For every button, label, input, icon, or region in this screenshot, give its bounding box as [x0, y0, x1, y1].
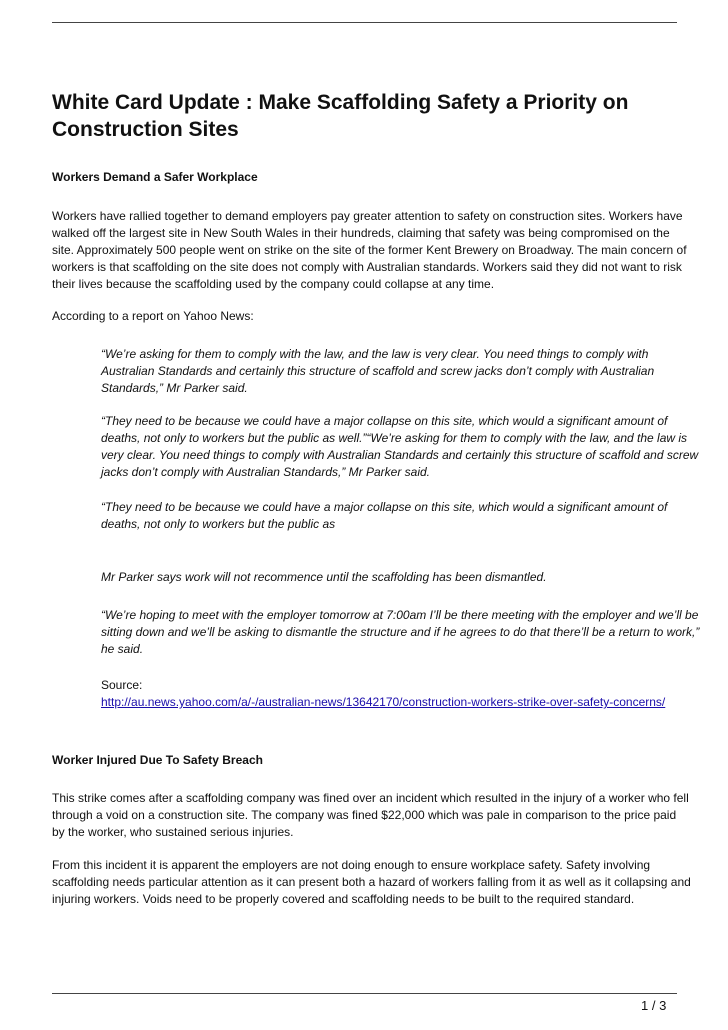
quote-major-collapse-partial: “They need to be because we could have a major collapse on this site, which would a significant amount of deaths, not only to workers but the public as — [101, 500, 668, 531]
quote-return-to-work: “We’re hoping to meet with the employer tomorrow at 7:00am I’ll be there meeting with the employer and we’ll be sitting down and we’ll be asking to dismantle the structure and if he agrees to do that there’ll be a return to work,” he said. — [101, 608, 700, 656]
paragraph-intro: Workers have rallied together to demand employers pay greater attention to safety on construction sites. Workers have walked off the largest site in New South Wales in their hundreds, claiming that safety was being compromised on the site. Approximately 500 people went on strike on the site of the former Kent Brewery on Broadway. The main concern of workers is that scaffolding on the site does not comply with Australian standards. Workers said they did not want to risk their lives because the scaffolding used by the company could collapse at any time. — [52, 209, 687, 291]
header-rule — [52, 22, 677, 23]
source-block — [101, 677, 665, 711]
document-title: White Card Update : Make Scaffolding Safety a Priority on Construction Sites — [52, 91, 629, 141]
paragraph-yahoo-report: According to a report on Yahoo News: — [52, 309, 254, 323]
page-number: 1 / 3 — [641, 998, 667, 1013]
source-label: Source: — [101, 678, 143, 692]
paragraph-employer-safety: From this incident it is apparent the employers are not doing enough to ensure workplace safety. Safety involving scaffolding needs particular attention as it can present both a hazard of workers falling from it as well as it collapsing and injuring workers. Voids need to be properly covered and scaffolding needs to be built to the required standard. — [52, 858, 691, 906]
quote-work-not-recommence: Mr Parker says work will not recommence until the scaffolding has been dismantled. — [101, 570, 547, 584]
quote-major-collapse: “They need to be because we could have a major collapse on this site, which would a significant amount of deaths, not only to workers but the public as well.”“We’re asking for them to comply with the law, and the law is very clear. You need things to comply with Australian Standards and certainly this structure of scaffold and screw jacks don’t comply with Australian Standards,” Mr Parker said. — [101, 414, 699, 479]
paragraph-strike-fine: This strike comes after a scaffolding company was fined over an incident which resulted in the injury of a worker who fell through a void on a construction site. The company was fined $22,000 which was pale in comparison to the price paid by the worker, who sustained serious injuries. — [52, 791, 689, 839]
footer-rule — [52, 993, 677, 994]
source-link[interactable]: http://au.news.yahoo.com/a/-/australian-news/13642170/construction-workers-strike-over-safety-concerns/ — [101, 695, 666, 709]
section-heading-workers-demand: Workers Demand a Safer Workplace — [52, 170, 258, 184]
section-heading-worker-injured: Worker Injured Due To Safety Breach — [52, 753, 263, 767]
quote-comply-law: “We’re asking for them to comply with the law, and the law is very clear. You need things to comply with Australian Standards and certainly this structure of scaffold and screw jacks don’t comply with Australian Standards,” Mr Parker said. — [101, 347, 655, 395]
